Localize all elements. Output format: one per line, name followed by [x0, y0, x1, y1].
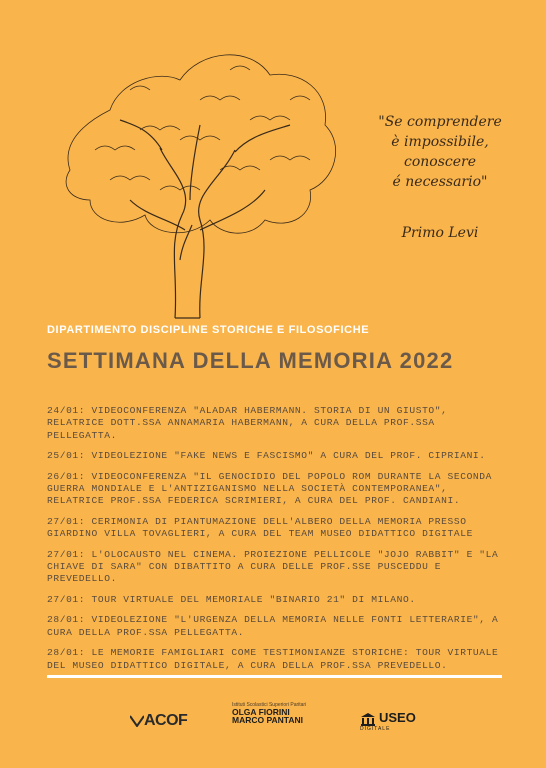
school-name-line2: MARCO PANTANI — [232, 715, 303, 725]
department-heading: DIPARTIMENTO DISCIPLINE STORICHE E FILOSOFICHE — [47, 324, 370, 336]
museum-building-icon — [360, 712, 376, 726]
museo-label: USEO — [379, 710, 416, 725]
list-item: 27/01: CERIMONIA DI PIANTUMAZIONE DELL'ALBERO DELLA MEMORIA PRESSO GIARDINO VILLA TOVAGLIERI, A CURA DEL TEAM MUSEO DIDATTICO DIGITALE — [47, 515, 473, 540]
quote-line: conoscere — [403, 154, 476, 170]
list-item: 25/01: VIDEOLEZIONE "FAKE NEWS E FASCISMO" A CURA DEL PROF. CIPRIANI. — [47, 450, 486, 462]
olive-tree-illustration — [50, 30, 350, 320]
acof-mark-icon — [130, 715, 144, 727]
list-item: 24/01: VIDEOCONFERENZA "ALADAR HABERMANN. STORIA DI UN GIUSTO", RELATRICE DOTT.SSA ANNAMARIA HABERMANN, A CURA DELLA PROF.SSA PELLEGATTA. — [47, 405, 448, 441]
list-item: 27/01: TOUR VIRTUALE DEL MEMORIALE "BINARIO 21" DI MILANO. — [47, 593, 416, 605]
list-item: 26/01: VIDEOCONFERENZA "IL GENOCIDIO DEL POPOLO ROM DURANTE LA SECONDA GUERRA MONDIALE E L'ANTIZIGANISMO NELLA SOCIETÀ CONTEMPORANEA", RELATRICE PROF.SSA FEDERICA SCRIMIERI, A CURA DEL PROF. CANDIANI. — [47, 470, 493, 507]
quote-line: è impossibile, — [391, 134, 489, 150]
school-logo — [232, 702, 322, 724]
quote-author: Primo Levi — [401, 225, 479, 241]
acof-label: ACOF — [144, 712, 188, 729]
list-item: 28/01: LE MEMORIE FAMIGLIARI COME TESTIMONIANZE STORICHE: TOUR VIRTUALE DEL MUSEO DIDATTICO DIGITALE, A CURA DELLA PROF.SSA PREVEDELLO. — [47, 647, 499, 671]
museo-sub: DIGITALE — [360, 725, 391, 732]
events-list — [47, 405, 502, 680]
page-title: SETTIMANA DELLA MEMORIA 2022 — [47, 348, 454, 373]
divider — [47, 675, 502, 678]
list-item: 27/01: L'OLOCAUSTO NEL CINEMA. PROIEZIONE PELLICOLE "JOJO RABBIT" E "LA CHIAVE DI SARA" CON DIBATTITO A CURA DELLE PROF.SSE PUSCEDDU E PREVEDELLO. — [47, 548, 499, 585]
acof-logo — [130, 712, 187, 730]
list-item: 28/01: VIDEOLEZIONE "L'URGENZA DELLA MEMORIA NELLE FONTI LETTERARIE", A CURA DELLA PROF.SSA PELLEGATTA. — [47, 614, 499, 638]
logo-bar — [0, 700, 546, 740]
school-caption: Istituti Scolastici Superiori Paritari — [232, 702, 307, 708]
quote-line: "Se comprendere — [378, 114, 502, 130]
school-name-line1: OLGA FIORINI — [232, 707, 290, 717]
quote-block — [365, 112, 515, 192]
quote-line: é necessario" — [392, 174, 488, 190]
museo-logo — [360, 710, 416, 732]
